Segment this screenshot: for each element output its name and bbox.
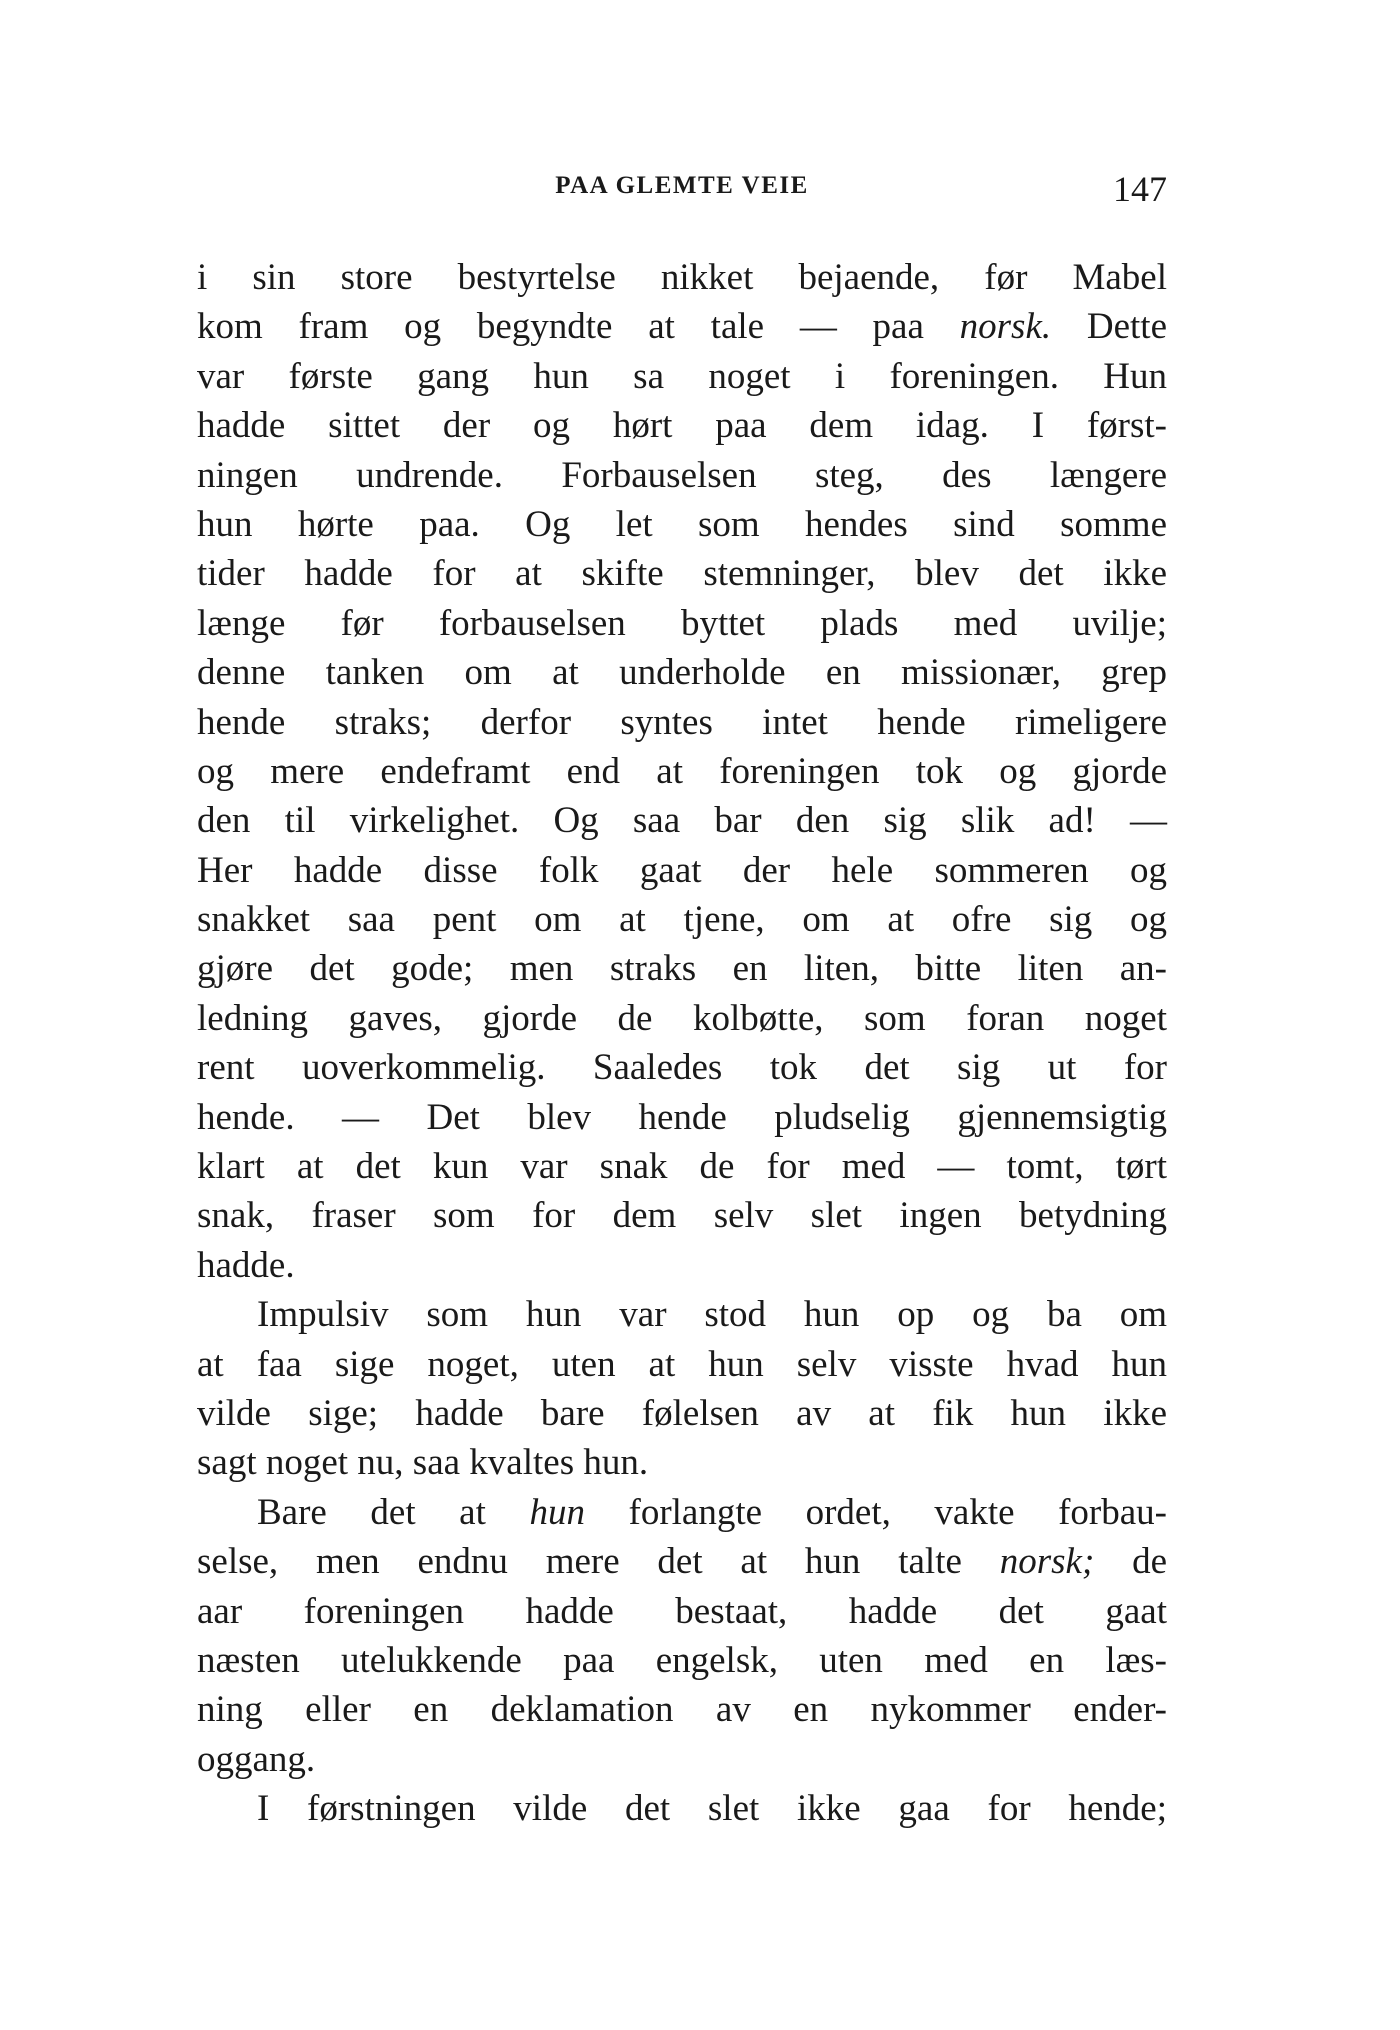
italic-word: hun [529, 1491, 585, 1533]
text-line: gjøre det gode; men straks en liten, bitte liten an- [197, 948, 1167, 990]
text-line: I førstningen vilde det slet ikke gaa for hende; [257, 1788, 1167, 1830]
text-line [197, 1537, 1167, 1586]
text-line: oggang. [197, 1738, 316, 1780]
text-line: snakket saa pent om at tjene, om at ofre sig og [197, 899, 1167, 941]
text-line: denne tanken om at underholde en missionær, grep [197, 652, 1167, 694]
text-line: snak, fraser som for dem selv slet ingen betydning [197, 1195, 1167, 1237]
text-line: aar foreningen hadde bestaat, hadde det gaat [197, 1590, 1167, 1632]
text-line: den til virkelighet. Og saa bar den sig slik ad! — [197, 800, 1167, 842]
text-line: ning eller en deklamation av en nykommer ender- [197, 1689, 1167, 1731]
text-line: tider hadde for at skifte stemninger, blev det ikke [197, 553, 1167, 595]
text-line: Impulsiv som hun var stod hun op og ba om [257, 1294, 1167, 1336]
text-line: Her hadde disse folk gaat der hele sommeren og [197, 849, 1167, 891]
text-line: næsten utelukkende paa engelsk, uten med en læs- [197, 1639, 1167, 1681]
body-text [197, 253, 1167, 1834]
page-number: 147 [1113, 169, 1167, 209]
running-title: PAA GLEMTE VEIE [555, 172, 809, 199]
text-run: forlangte ordet, vakte forbau- [584, 1491, 1168, 1533]
text-line: ledning gaves, gjorde de kolbøtte, som foran noget [197, 997, 1167, 1039]
text-line: hadde. [197, 1244, 295, 1286]
text-line: hende. — Det blev hende pludselig gjennemsigtig [197, 1096, 1167, 1138]
text-line: længe før forbauselsen byttet plads med uvilje; [197, 602, 1167, 644]
text-run: Dette [1051, 306, 1168, 348]
italic-word: norsk; [999, 1541, 1095, 1583]
text-run: de [1094, 1541, 1167, 1583]
running-head [197, 169, 1167, 212]
text-run: kom fram og begyndte at tale — paa [197, 306, 960, 348]
text-line: at faa sige noget, uten at hun selv visste hvad hun [197, 1343, 1167, 1385]
text-line: i sin store bestyrtelse nikket bejaende, før Mabel [197, 257, 1167, 298]
text-line [197, 1488, 1167, 1537]
text-run: Bare det at [257, 1491, 530, 1533]
italic-word: norsk. [959, 306, 1052, 348]
text-line: klart at det kun var snak de for med — tomt, tørt [197, 1146, 1167, 1188]
text-line: ningen undrende. Forbauselsen steg, des længere [197, 454, 1167, 496]
text-line: var første gang hun sa noget i foreningen. Hun [197, 355, 1167, 397]
text-line: sagt noget nu, saa kvaltes hun. [197, 1442, 649, 1484]
text-run: selse, men endnu mere det at hun talte [197, 1541, 1000, 1583]
text-line: hende straks; derfor syntes intet hende rimeligere [197, 701, 1167, 743]
text-line: hadde sittet der og hørt paa dem idag. I først- [197, 405, 1167, 447]
text-line [197, 302, 1167, 351]
text-line: rent uoverkommelig. Saaledes tok det sig ut for [197, 1047, 1167, 1089]
text-line: vilde sige; hadde bare følelsen av at fik hun ikke [197, 1392, 1167, 1434]
text-line: og mere endeframt end at foreningen tok og gjorde [197, 750, 1167, 792]
text-line: hun hørte paa. Og let som hendes sind somme [197, 503, 1167, 545]
